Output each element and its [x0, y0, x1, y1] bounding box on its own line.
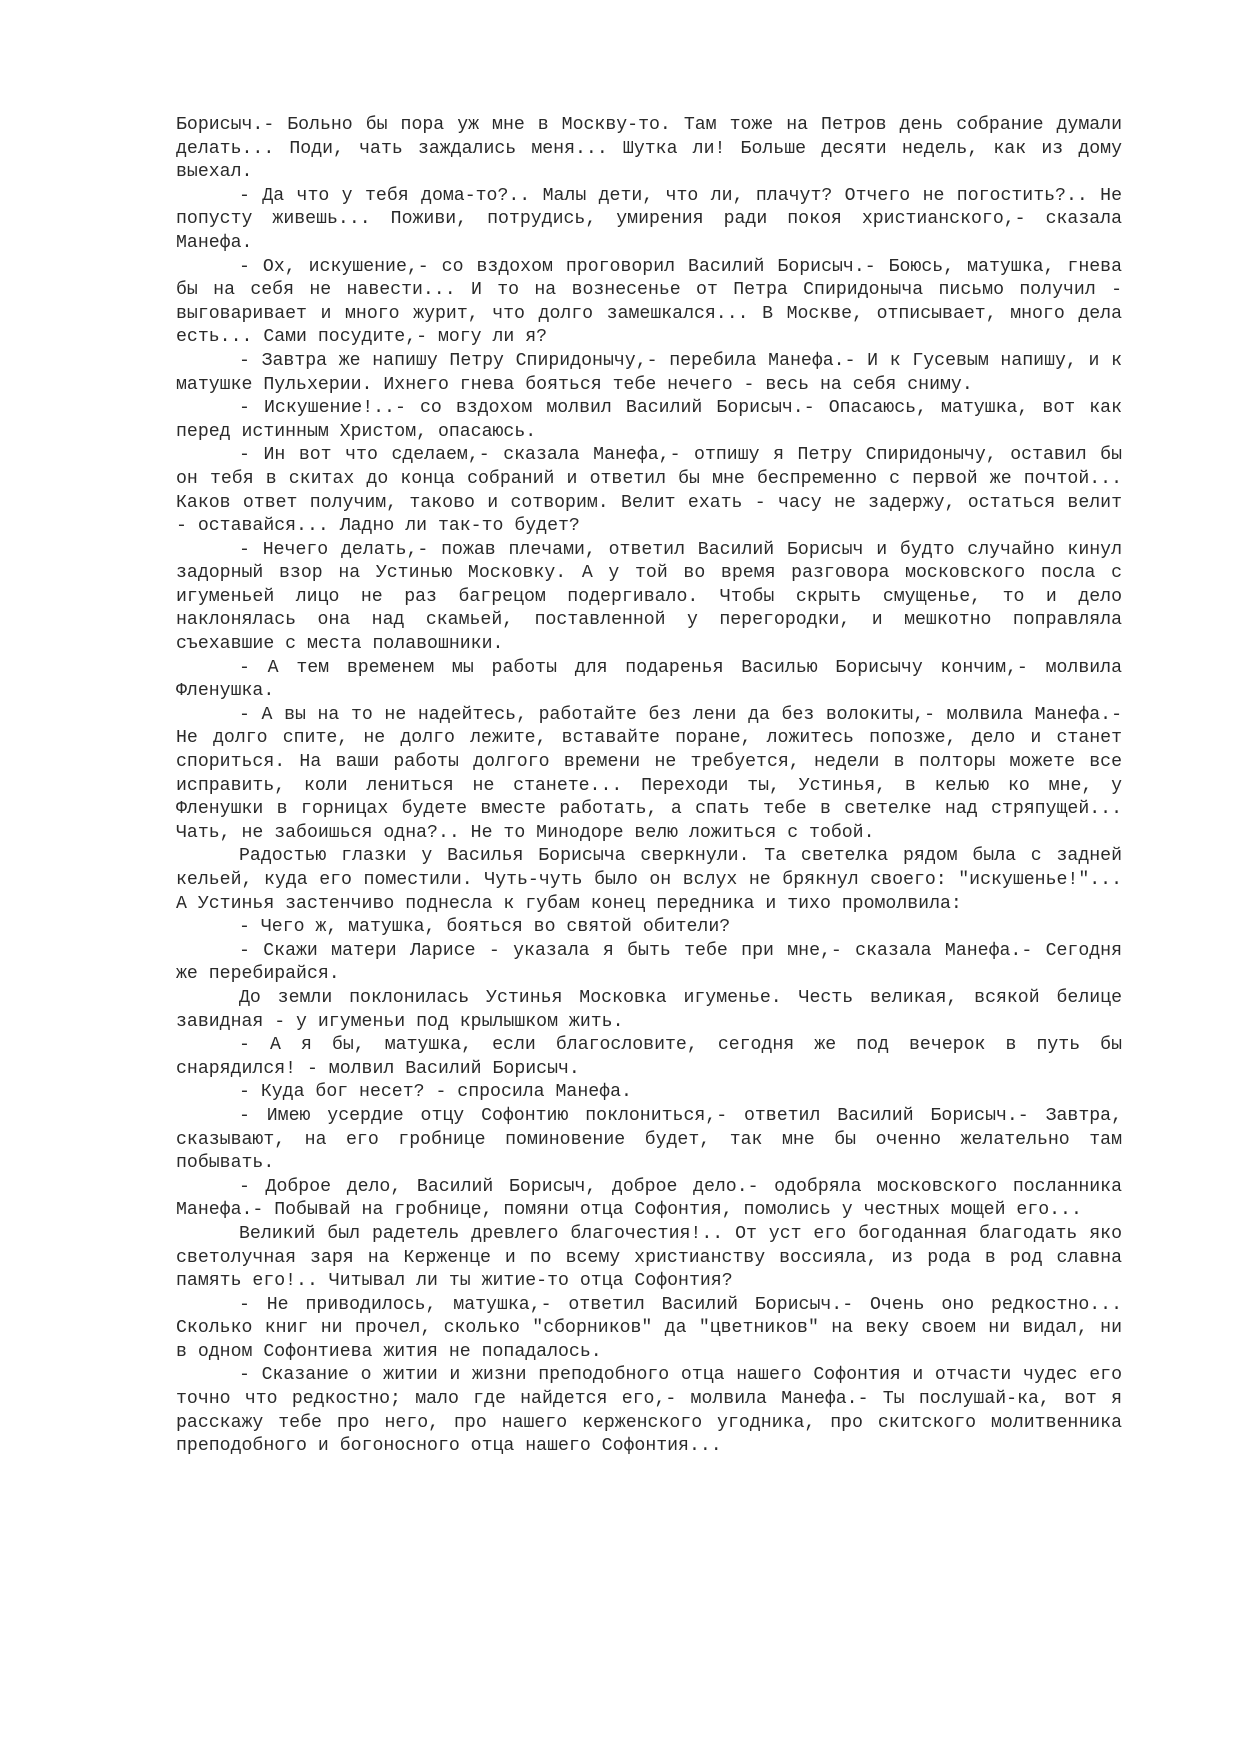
paragraph-6: - Ин вот что сделаем,- сказала Манефа,- отпишу я Петру Спиридонычу, оставил бы он тебя в скитах до конца собраний и ответил бы мне беспременно с первой же почтой... Каков ответ получим, таково и сотворим. Велит ехать - часу не задержу, остаться велит - оставайся... Ладно ли так-то будет? [176, 445, 1122, 537]
paragraph-7: - Нечего делать,- пожав плечами, ответил Василий Борисыч и будто случайно кинул задорный взор на Устинью Московку. А у той во время разговора московского посла с игуменьей лицо не раз багрецом подергивало. Чтобы скрыть смущенье, то и дело наклонялась она над скамьей, поставленной у перегородки, и мешкотно поправляла съехавшие с места полавошники. [176, 539, 1122, 655]
paragraph-9: - А вы на то не надейтесь, работайте без лени да без волокиты,- молвила Манефа.- Не долго спите, не долго лежите, вставайте поране, ложитесь попозже, дело и станет спориться. На ваши работы долгого времени не требуется, недели в полторы можете все исправить, коли лениться не станете... Переходи ты, Устинья, в келью ко мне, у Фленушки в горницах будете вместе работать, а спать тебе в светелке над стряпущей... Чать, не забоишься одна?.. Не то Минодоре велю ложиться с тобой. [176, 704, 1122, 843]
paragraph-10: Радостью глазки у Василья Борисыча сверкнули. Та светелка рядом была с задней кельей, куда его поместили. Чуть-чуть было он вслух не брякнул своего: "искушенье!"... А Устинья застенчиво поднесла к губам конец передника и тихо промолвила: [176, 846, 1122, 914]
paragraph-1: Борисыч.- Больно бы пора уж мне в Москву-то. Там тоже на Петров день собрание думали делать... Поди, чать заждались меня... Шутка ли! Больше десяти недель, как из дому выехал. [176, 115, 1122, 183]
paragraph-4: - Завтра же напишу Петру Спиридонычу,- перебила Манефа.- И к Гусевым напишу, и к матушке Пульхерии. Ихнего гнева бояться тебе нечего - весь на себя сниму. [176, 350, 1122, 395]
paragraph-5: - Искушение!..- со вздохом молвил Василий Борисыч.- Опасаюсь, матушка, вот как перед истинным Христом, опасаюсь. [176, 398, 1122, 442]
paragraph-18: Великий был радетель древлего благочестия!.. От уст его богоданная благодать яко светолучная заря на Керженце и по всему христианству воссияла, из рода в род славна память его!.. Читывал ли ты житие-то отца Софонтия? [176, 1223, 1122, 1292]
paragraph-16: - Имею усердие отцу Софонтию поклониться,- ответил Василий Борисыч.- Завтра, сказывают, на его гробнице поминовение будет, так мне бы оченно желательно там побывать. [176, 1105, 1122, 1174]
paragraph-8: - А тем временем мы работы для подаренья Василью Борисычу кончим,- молвила Фленушка. [176, 657, 1122, 702]
paragraph-17: - Доброе дело, Василий Борисыч, доброе дело.- одобряла московского посланника Манефа.- Побывай на гробнице, помяни отца Софонтия, помолись у честных мощей его... [176, 1176, 1122, 1221]
paragraph-15: - Куда бог несет? - спросила Манефа. [239, 1082, 632, 1103]
paragraph-2: - Да что у тебя дома-то?.. Малы дети, что ли, плачут? Отчего не погостить?.. Не попусту живешь... Поживи, потрудись, умирения ради покоя христианского,- сказала Манефа. [176, 185, 1122, 253]
paragraph-11: - Чего ж, матушка, бояться во святой обители? [239, 917, 731, 938]
paragraph-13: До земли поклонилась Устинья Московка игуменье. Честь великая, всякой белице завидная - у игуменьи под крылышком жить. [176, 987, 1122, 1032]
paragraph-14: - А я бы, матушка, если благословите, сегодня же под вечерок в путь бы снарядился! - молвил Василий Борисыч. [176, 1035, 1122, 1079]
document-page [176, 114, 1122, 1459]
paragraph-20: - Сказание о житии и жизни преподобного отца нашего Софонтия и отчасти чудес его точно что редкостно; мало где найдется его,- молвила Манефа.- Ты послушай-ка, вот я расскажу тебе про него, про нашего керженского угодника, про скитского молитвенника преподобного и богоносного отца нашего Софонтия... [176, 1365, 1122, 1457]
paragraph-19: - Не приводилось, матушка,- ответил Василий Борисыч.- Очень оно редкостно... Сколько книг ни прочел, сколько "сборников" да "цветников" на веку своем ни видал, ни в одном Софонтиева жития не попадалось. [176, 1294, 1122, 1362]
paragraph-3: - Ох, искушение,- со вздохом проговорил Василий Борисыч.- Боюсь, матушка, гнева бы на себя не навести... И то на вознесенье от Петра Спиридоныча письмо получил - выговаривает и много журит, что долго замешкался... В Москве, отписывает, много дела есть... Сами посудите,- могу ли я? [176, 256, 1122, 348]
paragraph-12: - Скажи матери Ларисе - указала я быть тебе при мне,- сказала Манефа.- Сегодня же перебирайся. [176, 940, 1122, 985]
